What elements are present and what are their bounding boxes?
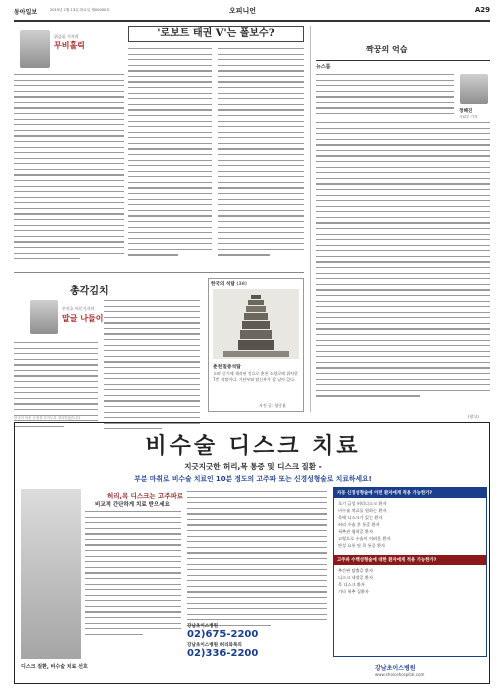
side-item: 허리 수술 후 통증 환자 (338, 522, 380, 527)
author-photo (20, 30, 50, 68)
ad-headline: 비수술 디스크 치료 (145, 434, 361, 459)
footer-note: 한국어 어문 규정을 지키도록 정리하였습니다 (14, 416, 81, 420)
column-body-text-2 (316, 122, 490, 401)
column-body-text (316, 74, 454, 119)
photo-caption: 고려 중기에 제작된 것으로 춘천 소양로에 위치한 7층 석탑이다. 기단부와 탑신부가 잘 남아 있다. (213, 371, 298, 382)
side-panel-list-1 (334, 498, 486, 551)
header-rule (14, 20, 490, 22)
page-header (14, 6, 490, 18)
ad-subtitle-2: 부분 마취로 비수술 치료인 10분 정도의 고주파 또는 신경성형술로 치료하세요! (134, 475, 372, 483)
author-photo-3 (30, 300, 58, 334)
clinic-block (187, 623, 327, 679)
side-item: 목에 디스크가 있는 환자 (338, 515, 383, 520)
column-byline-small: 위즐룸 기자의 (54, 34, 79, 39)
side-panel-title-2: 고주파 수핵성형술에 대한 환자에게 적용 가능한가? (334, 555, 486, 565)
author-role: 사회부 기자 (459, 115, 478, 119)
pagoda-illustration (213, 289, 299, 359)
photo-series-number: (38) (236, 282, 247, 287)
newspaper-name: 동아일보 (14, 9, 38, 16)
ad-box-title-2: 비교적 간단하게 치료 받으세요 (95, 502, 170, 508)
side-panel-title-1: 자동 신경성형술에 이런 환자에게 적용 가능한가? (334, 488, 486, 498)
side-item: 고령으로 수술이 어려운 환자 (338, 536, 391, 541)
side-item: 디스크 내장증 환자 (338, 575, 374, 580)
column-movieholic (14, 26, 124, 266)
article-body-text-3 (218, 48, 304, 260)
photo-box (208, 278, 304, 412)
article-body-text-5 (104, 300, 200, 434)
photo-credit: 사진 글: 양중훈 (259, 403, 287, 408)
clinic-phone-1: 02)675-2200 (187, 629, 259, 640)
side-item: 기타 척추 질환자 (338, 589, 369, 594)
side-item: 초기 급성 허리디스크 환자 (338, 501, 387, 506)
section-rule (14, 272, 304, 273)
ad-mark: (광고) (468, 414, 479, 419)
side-item: 척추관 협착증 환자 (338, 529, 374, 534)
doctor-photo (21, 489, 81, 659)
date-line: 2015년 1월 13일 화요일 제00000호 (50, 8, 110, 12)
photo-caption-title: 춘천칠층석탑 (213, 365, 241, 370)
newsroom-label: 뉴스룸 (316, 64, 331, 70)
hospital-logo-block (375, 663, 487, 681)
article-body-text-2 (128, 48, 212, 260)
ad-subtitle-1: 지긋지긋한 허리,목 통증 및 디스크 질환 - (184, 462, 322, 471)
ad-body-text-2 (187, 491, 327, 630)
hospital-url: www.choicehospital.com (375, 672, 425, 677)
column-byline-title-2: 말글 나들이 (62, 314, 104, 323)
column-divider (310, 26, 311, 412)
side-item: 만성 요통 및 목 통증 환자 (338, 543, 386, 548)
ad-box-title-1: 허리,목 디스크는 고주파로 (107, 492, 184, 500)
photo-label (211, 281, 247, 287)
pagoda-image (213, 289, 299, 359)
clinic-phone-2: 02)336-2200 (187, 648, 259, 659)
clinic-label-1: 강남초이스병원 (187, 624, 219, 629)
section-label: 오피니언 (229, 7, 257, 15)
column-title: 짝꿍의 억습 (366, 45, 408, 54)
advertisement (14, 422, 490, 684)
article-headline: '로보트 태권 V'는 폴보수? (128, 26, 304, 42)
side-item: 목 디스크 환자 (338, 582, 365, 587)
ad-caption: 디스크 질환, 비수술 치료 선호 (21, 664, 88, 670)
ad-body-text (85, 511, 181, 639)
newsroom-label-box (316, 60, 490, 70)
side-item: 추간판 탈출증 환자 (338, 568, 374, 573)
author-photo-2 (460, 74, 488, 104)
photo-series-title: 한국의 석탑 (211, 282, 235, 287)
page-number: A29 (474, 6, 490, 14)
column-byline-title: 무비홀릭 (54, 41, 85, 50)
hospital-name: 강남초이스병원 (375, 665, 416, 672)
article-body-text (14, 74, 124, 264)
column-byline-small-2: 손진호 어문기자의 (62, 306, 95, 311)
ad-side-panel (333, 487, 487, 657)
side-panel-list-2 (334, 565, 486, 597)
clinic-label-2: 강남초이스병원 허리와목의 (187, 643, 242, 648)
author-name: 정혜진 (459, 109, 473, 114)
article-headline-2: 총각김치 (70, 286, 109, 297)
side-item: 비수술 치료를 원하는 환자 (338, 508, 387, 513)
